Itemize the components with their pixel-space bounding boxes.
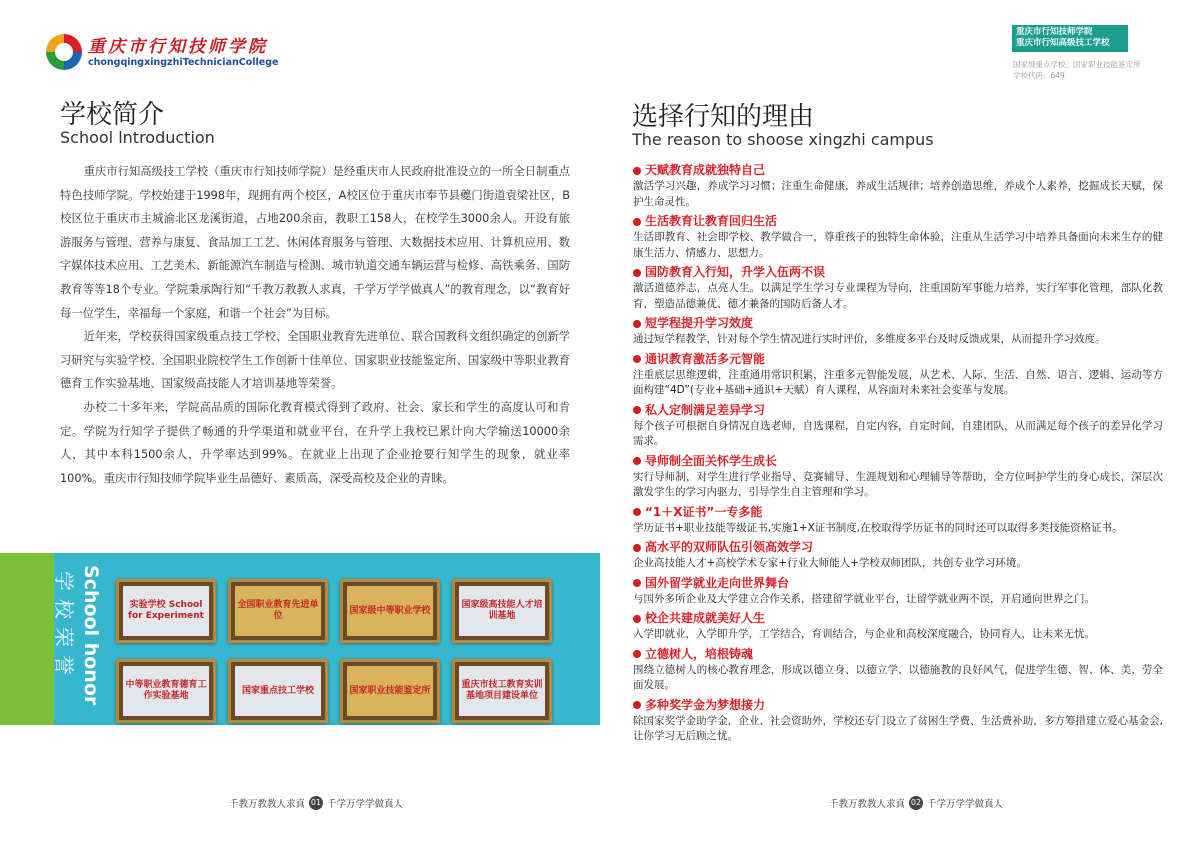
reason-item [633, 539, 1163, 572]
reason-body: 实行导师制，对学生进行学业指导、竞赛辅导、生涯规划和心理辅导等帮助，全方位呵护学生的身心成长，深层次激发学生的学习内驱力，引导学生自主管理和学习。 [633, 470, 1163, 498]
school-name-line1: 重庆市行知技师学院 [1016, 27, 1093, 37]
reason-body: 除国家奖学金助学金，企业、社会资助外，学校还专门设立了贫困生学费、生活费补助，多方筹措建立爱心基金会,让你学习无后顾之忧。 [633, 714, 1163, 742]
footer-motto-left: 千教万教教人求真 [229, 799, 306, 810]
honor-banner [0, 553, 600, 725]
honor-title-cn: 学校荣誉 [52, 571, 76, 683]
reason-title: “1＋X证书”一专多能 [645, 504, 763, 519]
reason-title: 国外留学就业走向世界舞台 [645, 575, 790, 590]
honor-accent-stripe [0, 553, 54, 725]
reason-body: 围绕立德树人的核心教育理念，形成以德立身、以德立学、以德施教的良好风气，促进学生德、智、体、美、劳全面发展。 [633, 663, 1163, 691]
page-footer [229, 796, 403, 810]
reason-body: 企业高技能人才+高校学术专家+行业大师能人+学校双师团队，共创专业学习环境。 [633, 557, 1027, 569]
page-footer [829, 796, 1003, 810]
reason-item [633, 646, 1163, 694]
reason-item [633, 351, 1163, 399]
school-credentials [1013, 59, 1173, 81]
footer-motto-right: 千学万学学做真人 [327, 799, 404, 810]
bullet-icon [633, 355, 641, 363]
school-logo [46, 34, 278, 70]
footer-motto-left: 千教万教教人求真 [829, 799, 906, 810]
logo-chinese-name: 重庆市行知技师学院 [88, 36, 268, 57]
right-page [600, 0, 1200, 845]
honor-plaque: 实验学校 School for Experiment [116, 579, 216, 643]
bullet-icon [633, 320, 641, 328]
school-emblem-icon [46, 34, 82, 70]
bullet-icon [633, 508, 641, 516]
bullet-icon [633, 544, 641, 552]
honor-plaques [116, 579, 596, 719]
reason-title: 多种奖学金为梦想接力 [645, 697, 766, 712]
honor-plaque: 国家级中等职业学校 [340, 579, 440, 643]
reason-body: 通过短学程教学，针对每个学生情况进行实时评价，多维度多平台及时反馈成果，从而提升学习效度。 [633, 333, 1106, 345]
reason-item [633, 697, 1163, 745]
bullet-icon [633, 269, 641, 277]
intro-title: 学校简介 [60, 100, 165, 130]
reason-item [633, 610, 1163, 643]
honor-plaque: 全国职业教育先进单位 [228, 579, 328, 643]
bullet-icon [633, 615, 641, 623]
reason-title: 导师制全面关怀学生成长 [645, 453, 778, 468]
bullet-icon [633, 167, 641, 175]
school-name-line2: 重庆市行知高级技工学校 [1016, 38, 1110, 48]
bullet-icon [633, 457, 641, 465]
reason-title: 高水平的双师队伍引领高效学习 [645, 540, 814, 554]
honor-plaque: 国家重点技工学校 [228, 659, 328, 723]
intro-text [60, 160, 570, 490]
reason-body: 每个孩子可根据自身情况自选老师，自选课程，自定内容，自定时间，自建团队，从而满足每个孩子的差异化学习需求。 [633, 419, 1163, 447]
school-code: 学校代码：649 [1013, 71, 1065, 80]
reason-item [633, 264, 1163, 312]
reason-item [633, 504, 1163, 537]
reason-item [633, 453, 1163, 501]
reason-title: 立德树人，培根铸魂 [645, 646, 754, 661]
bullet-icon [633, 218, 641, 226]
page-number: 01 [309, 796, 323, 810]
reason-item [633, 213, 1163, 261]
reason-body: 激活道德养志，点亮人生。以满足学生学习专业课程为导向，注重国防军事能力培养，实行军事化管理，部队化教育，塑造品德兼优、德才兼备的国防后备人才。 [633, 282, 1163, 310]
reason-item [633, 402, 1163, 450]
honor-plaque: 重庆市技工教育实训基地项目建设单位 [452, 659, 552, 723]
footer-motto-right: 千学万学学做真人 [927, 799, 1004, 810]
reason-title: 天赋教育成就独特自己 [645, 163, 766, 177]
reason-body: 学历证书+职业技能等级证书,实施1+X证书制度,在校取得学历证书的同时还可以取得多类技能资格证书。 [633, 521, 1123, 534]
logo-english-name: chongqingxingzhiTechnicianCollege [88, 56, 279, 68]
reason-item [633, 162, 1163, 210]
reason-title: 校企共建成就美好人生 [645, 611, 766, 625]
reason-title: 生活教育让教育回归生活 [645, 214, 778, 228]
reasons-title: 选择行知的理由 [632, 102, 815, 132]
reason-body: 与国外多所企业及大学建立合作关系，搭建留学就业平台，让留学就业两不误，开启通向世界之门。 [633, 592, 1095, 605]
bullet-icon [633, 701, 641, 709]
school-name-box [1012, 25, 1128, 52]
school-credentials-line1: 国家级重点学校、国家职业技能鉴定所 [1013, 60, 1141, 69]
reason-item [633, 315, 1163, 348]
reason-body: 生活即教育、社会即学校、教学做合一，尊重孩子的独特生命体验，注重从生活学习中培养具备面向未来生存的健康生活力、情感力、思想力。 [633, 231, 1163, 259]
bullet-icon [633, 406, 641, 414]
bullet-icon [633, 650, 641, 658]
page-number: 02 [909, 796, 923, 810]
reason-body: 入学即就业，入学即升学，工学结合，育训结合，与企业和高校深度融合，协同育人，让未来无忧。 [633, 628, 1095, 640]
honor-title-en: School honor [80, 565, 102, 706]
reasons-list [633, 162, 1163, 748]
bullet-icon [633, 579, 641, 587]
intro-paragraph: 办校二十多年来，学院高品质的国际化教育模式得到了政府、社会、家长和学生的高度认可和肯定。学院为行知学子提供了畅通的升学渠道和就业平台，在升学上我校已累计向大学输送10000余人，其中本科1500余人，升学率达到99%。在就业上出现了企业抢要行知学生的现象，就业率100%。重庆市行知技师学院毕业生品德好、素质高，深受高校及企业的青睐。 [60, 400, 570, 485]
honor-plaque: 国家职业技能鉴定所 [340, 659, 440, 723]
intro-paragraph: 重庆市行知高级技工学校（重庆市行知技师学院）是经重庆市人民政府批准设立的一所全日制重点特色技师学院。学校始建于1998年，现拥有两个校区，A校区位于重庆市奉节县夔门街道袁梁社区，B校区位于重庆市主城渝北区龙溪街道，占地200余亩，教职工158人，在校学生3000余人。开设有旅游服务与管理、营养与康复、食品加工工艺、休闲体育服务与管理、大数据技术应用、计算机应用、数字媒体技术应用、工艺美术、新能源汽车制造与检测、城市轨道交通车辆运营与检修、高铁乘务、国防教育等等18个专业。学院秉承陶行知“千教万教教人求真，千学万学学做真人”的教育理念，以“教育好每一位学生，幸福每一个家庭，和谐一个社会”为目标。 [60, 165, 570, 320]
honor-plaque: 国家级高技能人才培训基地 [452, 579, 552, 643]
honor-plaque: 中等职业教育德育工作实验基地 [116, 659, 216, 723]
reason-title: 短学程提升学习效度 [645, 316, 754, 330]
reason-title: 国防教育入行知，升学入伍两不误 [645, 265, 826, 279]
honor-title [52, 557, 104, 721]
reason-body: 注重底层思维逻辑，注重通用常识积累，注重多元智能发展，从艺术、人际、生活、自然、语言、逻辑、运动等方面构建“4D”(专业+基础+通识+天赋）育人课程，从容面对未来社会变革与发展。 [633, 368, 1163, 396]
reasons-subtitle: The reason to shoose xingzhi campus [632, 130, 934, 149]
intro-paragraph: 近年来，学校获得国家级重点技工学校、全国职业教育先进单位、联合国教科文组织确定的创新学习研究与实验学校、全国职业院校学生工作创新十佳单位、国家职业技能鉴定所、国家级中等职业教育德育工作实验基地、国家级高技能人才培训基地等荣誉。 [60, 330, 570, 391]
reason-title: 通识教育激活多元智能 [645, 351, 766, 366]
reason-body: 激活学习兴趣，养成学习习惯；注重生命健康，养成生活规律；培养创造思维，养成个人素养，挖掘成长天赋，保护生命灵性。 [633, 180, 1163, 208]
reason-title: 私人定制满足差异学习 [645, 402, 766, 417]
reason-item [633, 575, 1163, 608]
intro-subtitle: School lntroduction [60, 128, 215, 147]
